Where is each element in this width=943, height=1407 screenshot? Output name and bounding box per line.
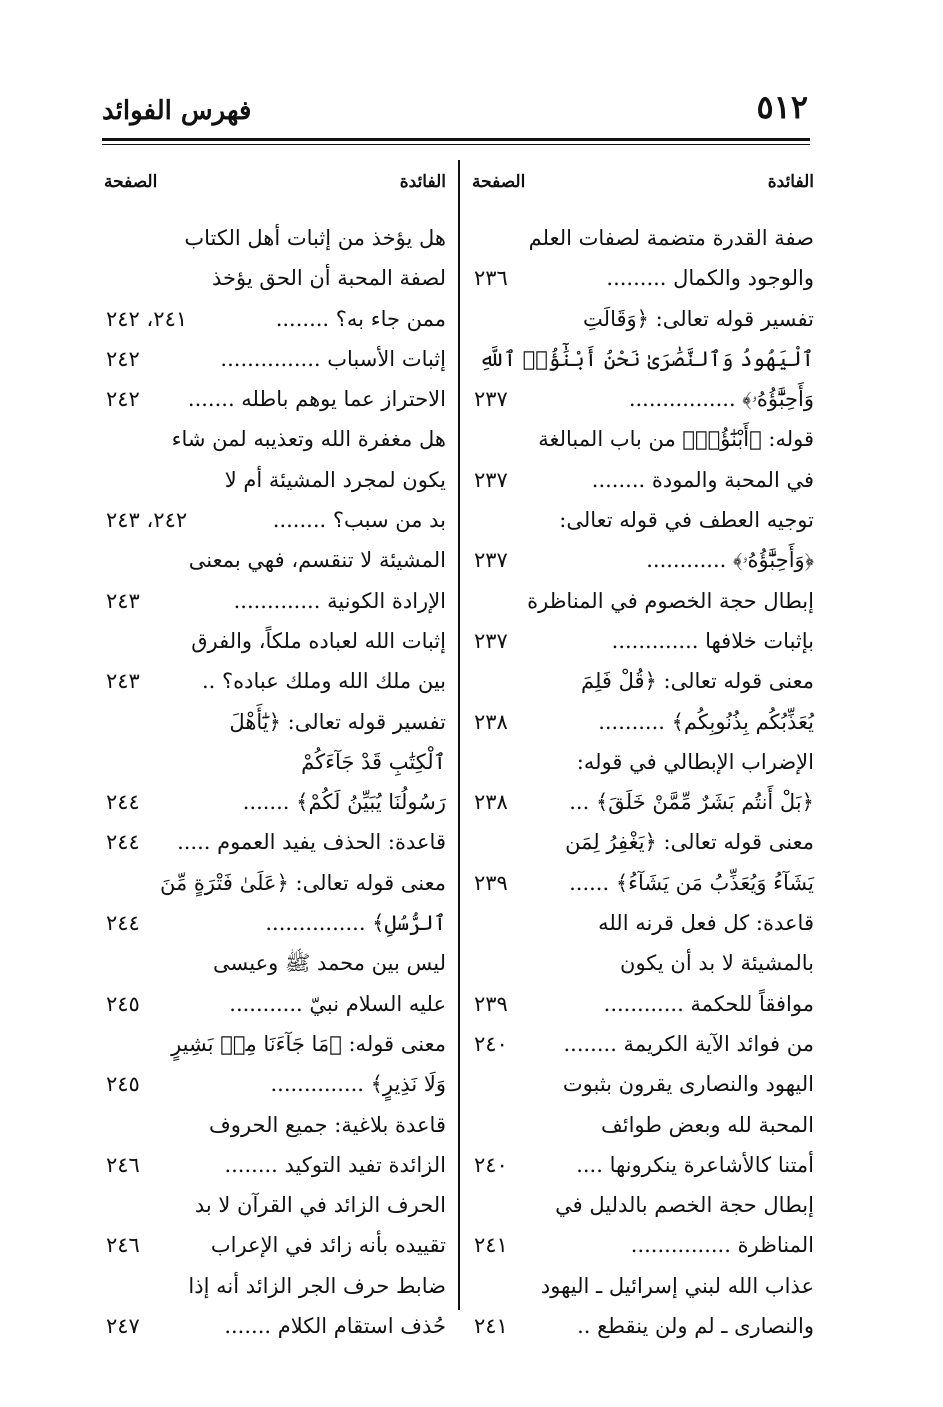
entry-text: إبطال حجة الخصم بالدليل في bbox=[555, 1193, 814, 1218]
index-entry-line bbox=[468, 984, 814, 1024]
index-entry-line bbox=[468, 500, 814, 540]
entry-text: ﴿بَلْ أَنتُم بَشَرٌ مِّمَّنْ خَلَقَ﴾ ... bbox=[569, 790, 814, 815]
index-entry-line bbox=[468, 379, 814, 419]
index-entry-line bbox=[468, 1064, 814, 1104]
index-entry-line bbox=[100, 1306, 446, 1346]
index-entry-line bbox=[100, 661, 446, 701]
index-entry-line bbox=[468, 742, 814, 782]
entry-text: الحرف الزائد في القرآن لا بد bbox=[194, 1193, 446, 1218]
entry-text: صفة القدرة متضمة لصفات العلم bbox=[528, 226, 814, 250]
entry-text: حُذف استقام الكلام ....... bbox=[224, 1314, 446, 1339]
index-entry-line bbox=[468, 903, 814, 943]
entry-page-number: ٢٣٧ bbox=[474, 387, 508, 412]
entry-text: تفسير قوله تعالى: ﴿وَقَالَتِ bbox=[583, 306, 814, 331]
entry-text: معنى قوله: ﴿مَا جَآءَنَا مِنۢ بَشِيرٍ bbox=[171, 1031, 446, 1056]
entry-page-number: ٢٤٣ bbox=[106, 588, 140, 613]
entry-page-number: ٢٤٠ bbox=[474, 1031, 508, 1056]
index-entry-line bbox=[468, 782, 814, 822]
entry-page-number: ٢٤٢ bbox=[106, 387, 140, 412]
entry-page-number: ٢٣٧ bbox=[474, 628, 508, 653]
entry-text: والنصارى ـ لم ولن ينقطع .. bbox=[577, 1314, 814, 1339]
entry-page-number: ٢٤٧ bbox=[106, 1314, 140, 1339]
index-entry-line bbox=[100, 339, 446, 379]
index-entry-line bbox=[468, 581, 814, 621]
entry-page-number: ٢٤١ bbox=[474, 1233, 508, 1258]
index-entry-line bbox=[468, 1266, 814, 1306]
entry-text: المشيئة لا تنقسم، فهي بمعنى bbox=[188, 548, 446, 573]
entry-text: قوله: ﴿أَبْنَٰٓؤُا۟﴾ من باب المبالغة bbox=[538, 427, 814, 452]
index-entry-line bbox=[100, 984, 446, 1024]
entry-text: بد من سبب؟ ........ bbox=[272, 508, 446, 533]
index-entry-line bbox=[100, 1185, 446, 1225]
entry-text: عليه السلام نبيّ ........... bbox=[229, 991, 446, 1016]
entry-text: موافقاً للحكمة ............ bbox=[603, 991, 814, 1016]
index-entry-line bbox=[468, 419, 814, 459]
entry-text: قاعدة: كل فعل قرنه الله bbox=[598, 911, 814, 936]
index-entry-line bbox=[468, 540, 814, 580]
index-entry-line bbox=[468, 1105, 814, 1145]
entry-text: المحبة لله وبعض طوائف bbox=[601, 1112, 814, 1137]
index-entry-line bbox=[100, 863, 446, 903]
entry-page-number: ٢٣٩ bbox=[474, 870, 508, 895]
entry-text: معنى قوله تعالى: ﴿قُلْ فَلِمَ bbox=[580, 669, 814, 694]
column-header-page: الصفحة bbox=[472, 172, 526, 192]
index-entry-line bbox=[100, 299, 446, 339]
entry-page-number: ٢٤٣ bbox=[106, 669, 140, 694]
entry-text: وَأَحِبَّٰٓؤُهُۥ﴾ ................ bbox=[628, 387, 814, 412]
index-entry-line bbox=[468, 661, 814, 701]
index-column-right bbox=[468, 160, 814, 1346]
entry-page-number: ٢٣٩ bbox=[474, 991, 508, 1016]
index-entry-line bbox=[100, 1145, 446, 1185]
entry-page-number: ٢٤٦ bbox=[106, 1152, 140, 1177]
entry-text: المناظرة ............... bbox=[630, 1233, 814, 1258]
entry-text: الزائدة تفيد التوكيد ........ bbox=[224, 1152, 446, 1177]
index-entry-line bbox=[100, 218, 446, 258]
index-entry-line bbox=[468, 1024, 814, 1064]
index-entry-line bbox=[468, 1225, 814, 1265]
index-column-left bbox=[100, 160, 446, 1346]
entry-page-number: ٢٣٨ bbox=[474, 790, 508, 815]
entry-text: وَلَا نَذِيرٍ﴾ .............. bbox=[270, 1072, 446, 1097]
header-rule bbox=[102, 138, 810, 141]
index-entry-line bbox=[100, 621, 446, 661]
column-header-benefit: الفائدة bbox=[767, 172, 814, 192]
entry-page-number: ٢٤٥ bbox=[106, 1072, 140, 1097]
index-entry-line bbox=[468, 339, 814, 379]
entry-text: يكون لمجرد المشيئة أم لا bbox=[224, 467, 446, 492]
header-rule-thin bbox=[102, 144, 810, 145]
index-entry-line bbox=[100, 903, 446, 943]
entry-text: بين ملك الله وملك عباده؟ .. bbox=[201, 669, 446, 694]
index-entry-line bbox=[100, 702, 446, 742]
column-header bbox=[100, 160, 446, 218]
entry-text: ٱلرُّسُلِ﴾ ............... bbox=[265, 911, 446, 936]
entry-text: ليس بين محمد ﷺ وعيسى bbox=[213, 951, 446, 976]
entry-page-number: ٢٤٠ bbox=[474, 1152, 508, 1177]
entry-text: في المحبة والمودة ........ bbox=[591, 467, 814, 492]
entry-page-number: ٢٤٢، ٢٤٣ bbox=[106, 508, 188, 533]
entry-text: يُعَذِّبُكُم بِذُنُوبِكُم﴾ .......... bbox=[598, 709, 814, 734]
index-entry-line bbox=[468, 460, 814, 500]
column-divider bbox=[458, 160, 460, 1310]
entry-page-number: ٢٤٤ bbox=[106, 790, 140, 815]
entry-text: إبطال حجة الخصوم في المناظرة bbox=[527, 588, 814, 613]
index-entry-line bbox=[468, 258, 814, 298]
entry-text: قاعدة: الحذف يفيد العموم ..... bbox=[177, 830, 446, 855]
entry-page-number: ٢٣٧ bbox=[474, 467, 508, 492]
entry-text: معنى قوله تعالى: ﴿عَلَىٰ فَتْرَةٍ مِّنَ bbox=[160, 870, 446, 895]
index-entry-line bbox=[468, 943, 814, 983]
entry-page-number: ٢٣٦ bbox=[474, 266, 508, 291]
entry-page-number: ٢٤٦ bbox=[106, 1233, 140, 1258]
entry-text: ضابط حرف الجر الزائد أنه إذا bbox=[188, 1273, 446, 1298]
index-entry-line bbox=[468, 863, 814, 903]
column-header-page: الصفحة bbox=[104, 172, 158, 192]
entry-text: لصفة المحبة أن الحق يؤخذ bbox=[212, 266, 446, 291]
page-title: فهرس الفوائد bbox=[102, 96, 252, 126]
entry-page-number: ٢٣٧ bbox=[474, 548, 508, 573]
entry-text: ٱلْكِتَٰبِ قَدْ جَآءَكُمْ bbox=[301, 749, 446, 774]
index-entry-line bbox=[468, 702, 814, 742]
entry-text: قاعدة بلاغية: جميع الحروف bbox=[209, 1112, 446, 1137]
entry-page-number: ٢٤٢ bbox=[106, 346, 140, 371]
entry-page-number: ٢٣٨ bbox=[474, 709, 508, 734]
index-entry-line bbox=[100, 742, 446, 782]
entry-text: معنى قوله تعالى: ﴿يَغْفِرُ لِمَن bbox=[565, 830, 814, 855]
entry-page-number: ٢٤١، ٢٤٢ bbox=[106, 306, 188, 331]
entry-text: تقييده بأنه زائد في الإعراب bbox=[210, 1233, 446, 1258]
index-entry-line bbox=[100, 581, 446, 621]
entry-text: ممن جاء به؟ ........ bbox=[275, 306, 446, 331]
index-entry-line bbox=[468, 299, 814, 339]
entry-text: الإرادة الكونية ............. bbox=[233, 588, 446, 613]
entry-page-number: ٢٤٤ bbox=[106, 911, 140, 936]
entry-text: من فوائد الآية الكريمة ........ bbox=[563, 1031, 814, 1056]
page-number: ٥١٢ bbox=[756, 88, 808, 126]
index-entry-line bbox=[100, 1225, 446, 1265]
index-entry-line bbox=[468, 1145, 814, 1185]
column-header-benefit: الفائدة bbox=[399, 172, 446, 192]
index-entry-line bbox=[100, 500, 446, 540]
index-entry-line bbox=[100, 943, 446, 983]
entry-page-number: ٢٤٤ bbox=[106, 830, 140, 855]
entry-text: بإثبات خلافها ............. bbox=[611, 628, 814, 653]
index-entry-line bbox=[100, 460, 446, 500]
entry-text: بالمشيئة لا بد أن يكون bbox=[620, 951, 814, 976]
entry-text: يَشَآءُ وَيُعَذِّبُ مَن يَشَآءُ﴾ ...... bbox=[569, 870, 814, 895]
entry-page-number: ٢٤٥ bbox=[106, 991, 140, 1016]
entry-text: الإضراب الإبطالي في قوله: bbox=[576, 749, 814, 774]
entry-text: توجيه العطف في قوله تعالى: bbox=[559, 508, 814, 533]
entry-text: ٱلْيَهُودُ وَٱلنَّصَٰرَىٰ نَحْنُ أَبْنَٰٓؤُا۟ ٱللَّهِ bbox=[479, 346, 814, 371]
index-entry-line bbox=[100, 1064, 446, 1104]
entry-text: تفسير قوله تعالى: ﴿يَٰٓأَهْلَ bbox=[229, 709, 446, 734]
index-entry-line bbox=[468, 822, 814, 862]
entry-text: والوجود والكمال ......... bbox=[606, 266, 814, 291]
index-entry-line bbox=[100, 419, 446, 459]
index-entry-line bbox=[100, 258, 446, 298]
index-entry-line bbox=[468, 621, 814, 661]
index-entry-line bbox=[100, 1024, 446, 1064]
index-entry-line bbox=[100, 1266, 446, 1306]
entry-text: هل يؤخذ من إثبات أهل الكتاب bbox=[184, 226, 446, 250]
entry-text: إثبات الأسباب ............... bbox=[220, 346, 446, 371]
column-header bbox=[468, 160, 814, 218]
entry-text: اليهود والنصارى يقرون بثبوت bbox=[562, 1072, 814, 1097]
index-entry-line bbox=[468, 218, 814, 258]
index-entry-line bbox=[100, 782, 446, 822]
entry-text: ﴿وَأَحِبَّٰٓؤُهُۥ﴾ ............ bbox=[646, 548, 814, 573]
entry-text: هل مغفرة الله وتعذيبه لمن شاء bbox=[171, 427, 446, 452]
entry-page-number: ٢٤١ bbox=[474, 1314, 508, 1339]
index-entry-line bbox=[100, 540, 446, 580]
index-entry-line bbox=[468, 1306, 814, 1346]
index-entry-line bbox=[100, 1105, 446, 1145]
entry-text: رَسُولُنَا يُبَيِّنُ لَكُمْ﴾ ....... bbox=[242, 790, 446, 815]
entry-text: عذاب الله لبني إسرائيل ـ اليهود bbox=[540, 1273, 814, 1298]
entry-text: إثبات الله لعباده ملكاً، والفرق bbox=[191, 628, 446, 653]
index-entry-line bbox=[100, 822, 446, 862]
index-entry-line bbox=[100, 379, 446, 419]
entry-text: أمتنا كالأشاعرة ينكرونها .... bbox=[576, 1152, 814, 1177]
entry-text: الاحتراز عما يوهم باطله ....... bbox=[187, 387, 446, 412]
index-entry-line bbox=[468, 1185, 814, 1225]
